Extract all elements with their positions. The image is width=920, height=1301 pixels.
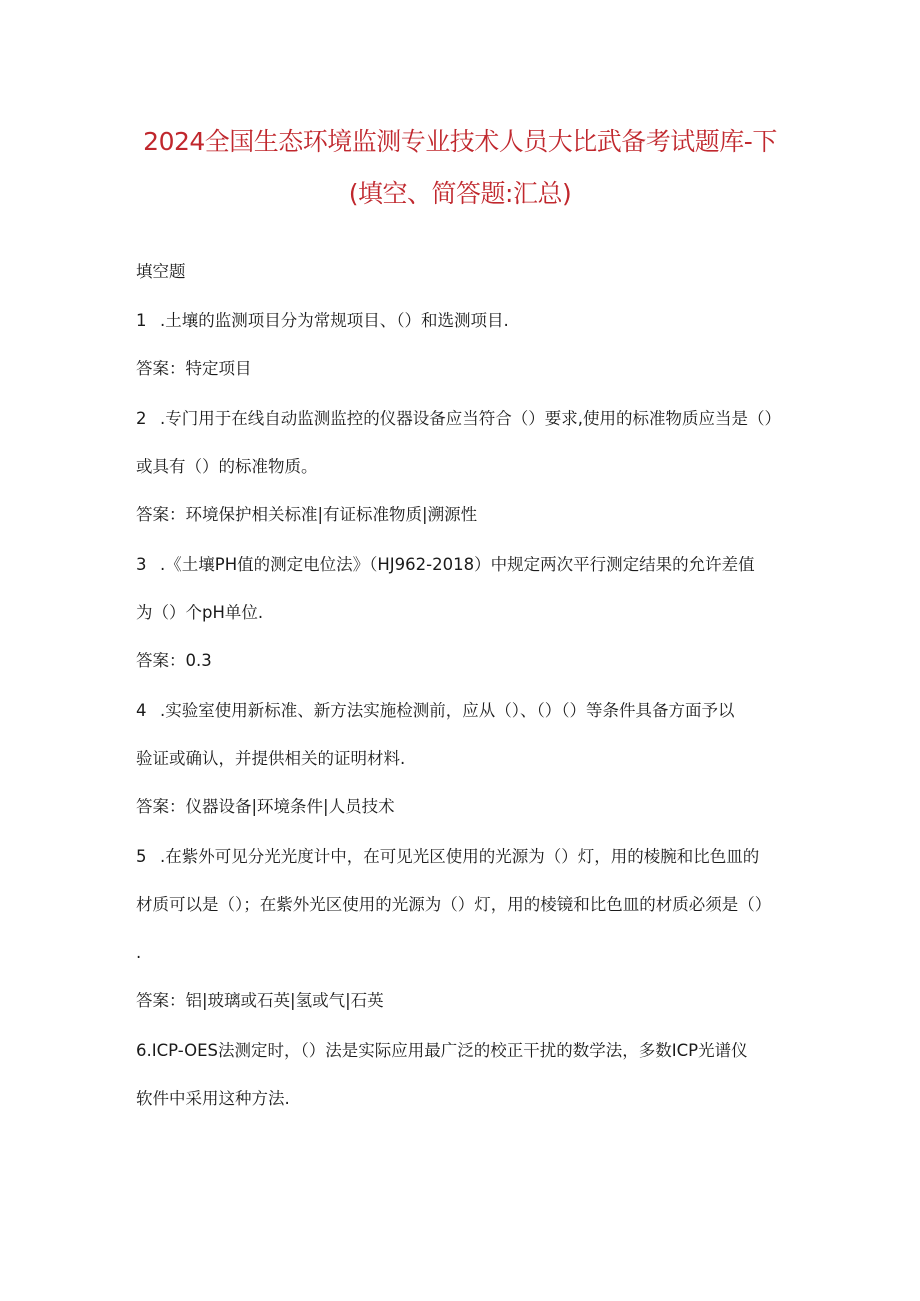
question-5-line-3: .	[136, 943, 142, 962]
answer-2: 答案：环境保护相关标准|有证标准物质|溯源性	[136, 505, 478, 524]
question-1-line-1	[136, 310, 509, 332]
question-3-line-1	[136, 554, 755, 576]
question-6-line-2: 软件中采用这种方法.	[136, 1089, 290, 1108]
question-4-line-2: 验证或确认，并提供相关的证明材料.	[136, 749, 406, 768]
answer-3: 答案：0.3	[136, 651, 212, 670]
question-text: .在紫外可见分光光度计中，在可见光区使用的光源为（）灯，用的棱腕和比色皿的	[160, 847, 760, 866]
section-heading: 填空题	[136, 262, 186, 281]
question-3-line-2: 为（）个pH单位.	[136, 603, 264, 622]
question-4-line-1	[136, 700, 735, 722]
document-subtitle: (填空、简答题:汇总)	[348, 179, 572, 208]
question-text: .实验室使用新标准、新方法实施检测前，应从（）、（）（）等条件具备方面予以	[160, 701, 735, 720]
question-6-line-1: 6.ICP-OES法测定时，（）法是实际应用最广泛的校正干扰的数学法，多数ICP光谱仪	[136, 1041, 748, 1060]
question-number: 2	[136, 409, 147, 428]
question-2-line-1	[136, 408, 781, 430]
answer-4: 答案：仪器设备|环境条件|人员技术	[136, 797, 395, 816]
question-number: 5	[136, 847, 147, 866]
question-2-line-2: 或具有（）的标准物质。	[136, 457, 318, 476]
question-5-line-2: 材质可以是（）；在紫外光区使用的光源为（）灯，用的棱镜和比色皿的材质必须是（）	[136, 895, 772, 914]
question-number: 1	[136, 311, 147, 330]
question-5-line-1	[136, 846, 759, 868]
answer-5: 答案：铝|玻璃或石英|氢或气|石英	[136, 991, 384, 1010]
question-text: .土壤的监测项目分为常规项目、（）和选测项目.	[160, 311, 509, 330]
question-text: .《土壤PH值的测定电位法》（HJ962-2018）中规定两次平行测定结果的允许差值	[160, 555, 755, 574]
answer-1: 答案：特定项目	[136, 359, 252, 378]
question-number: 4	[136, 701, 147, 720]
question-number: 3	[136, 555, 147, 574]
question-text: .专门用于在线自动监测监控的仪器设备应当符合（）要求,使用的标准物质应当是（）	[160, 409, 781, 428]
document-title: 2024全国生态环境监测专业技术人员大比武备考试题库-下	[143, 127, 777, 156]
